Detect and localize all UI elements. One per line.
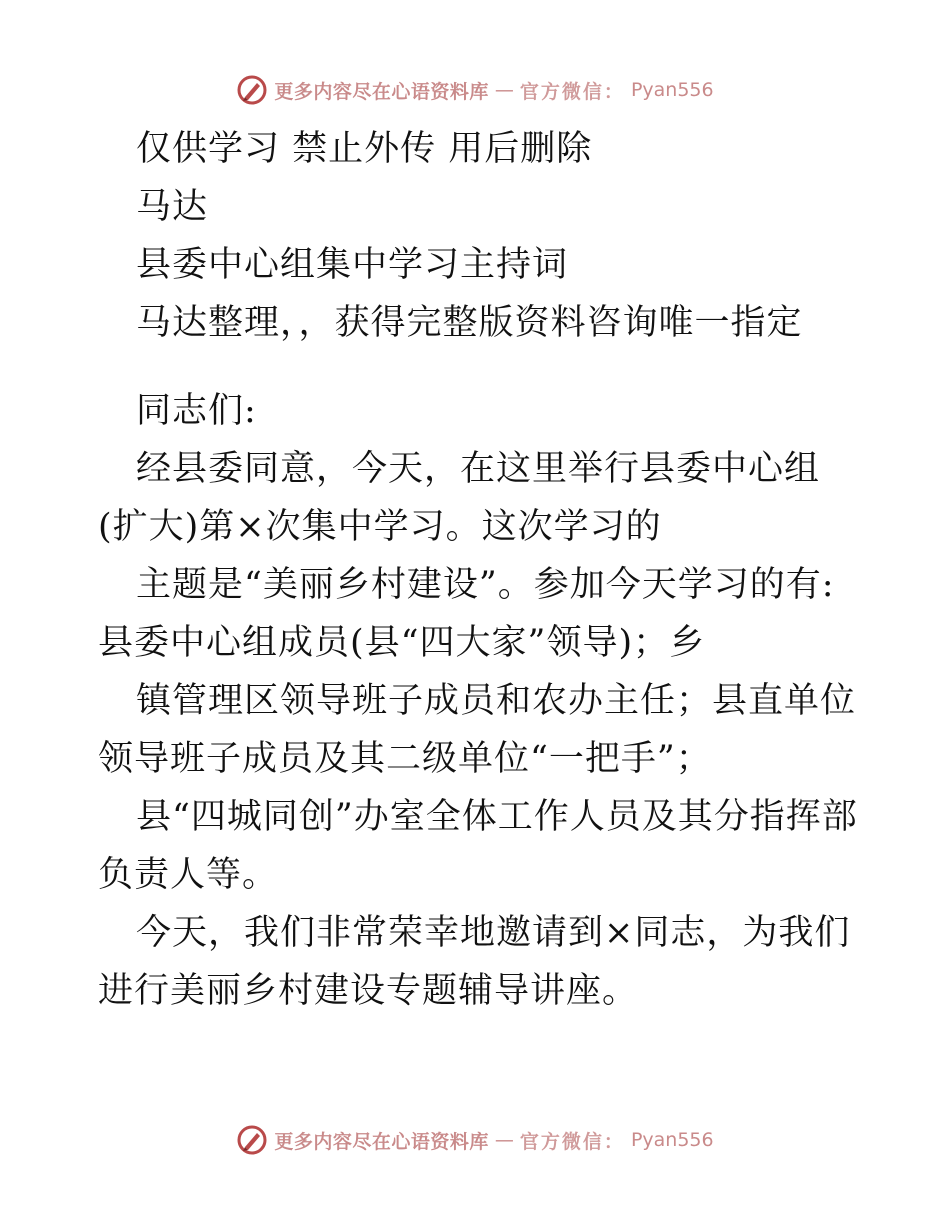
- header-line-author: 马达: [136, 187, 209, 227]
- watermark-dash: —: [494, 79, 514, 101]
- pen-logo-icon: [236, 1124, 268, 1156]
- watermark-footer: [0, 1120, 950, 1160]
- header-line-title: 县委中心组集中学习主持词: [136, 245, 569, 285]
- paragraph: 主题是“美丽乡村建设”。参加今天学习的有:县委中心组成员(县“四大家”领导)；乡: [98, 565, 835, 663]
- document-body: [98, 120, 858, 1020]
- spacer: [98, 352, 858, 382]
- watermark-label: 官方微信：: [519, 80, 625, 103]
- watermark-brand: 更多内容尽在心语资料库: [274, 80, 489, 103]
- watermark-header: [0, 70, 950, 110]
- paragraph: 今天，我们非常荣幸地邀请到×同志，为我们进行美丽乡村建设专题辅导讲座。: [98, 913, 851, 1011]
- paragraph: 县“四城同创”办室全体工作人员及其分指挥部负责人等。: [98, 797, 858, 895]
- watermark-account: Pyan556: [630, 1129, 714, 1151]
- salutation: 同志们:: [136, 391, 257, 431]
- header-line-source: 马达整理，，获得完整版资料咨询唯一指定: [136, 303, 803, 343]
- header-line-notice: 仅供学习 禁止外传 用后删除: [136, 129, 593, 169]
- pen-logo-icon: [236, 74, 268, 106]
- watermark-dash: —: [494, 1129, 514, 1151]
- watermark-label: 官方微信：: [519, 1130, 625, 1153]
- paragraph: 经县委同意，今天，在这里举行县委中心组(扩大)第×次集中学习。这次学习的: [98, 449, 821, 547]
- watermark-account: Pyan556: [630, 79, 714, 101]
- watermark-brand: 更多内容尽在心语资料库: [274, 1130, 489, 1153]
- paragraph: 镇管理区领导班子成员和农办主任；县直单位领导班子成员及其二级单位“一把手”；: [98, 681, 857, 779]
